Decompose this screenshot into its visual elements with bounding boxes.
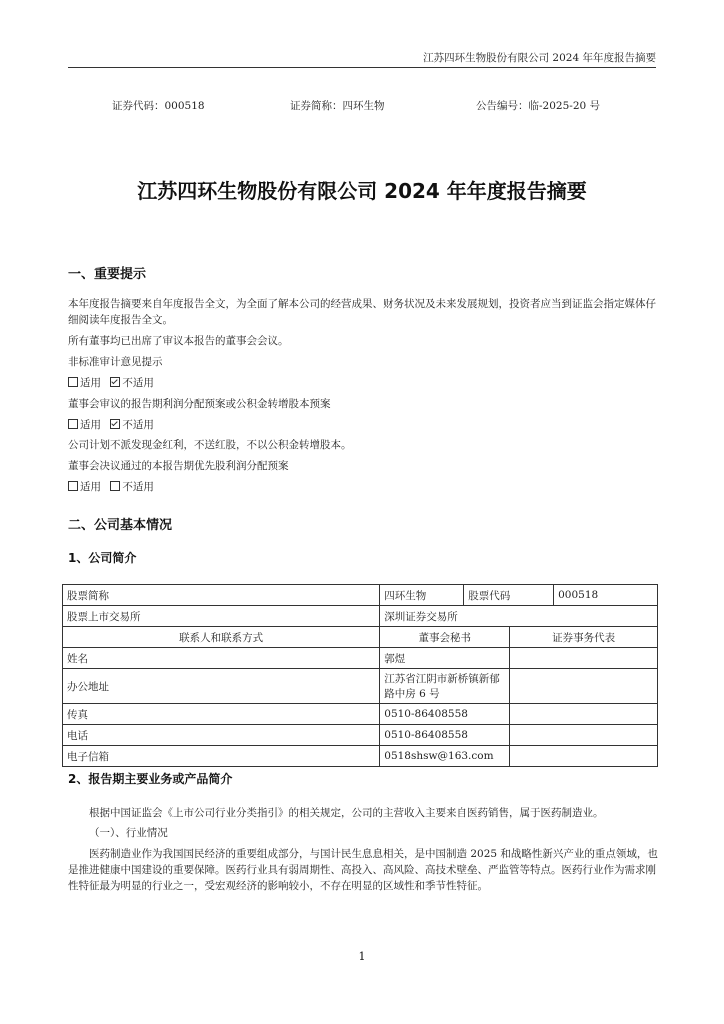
table-row <box>63 585 658 606</box>
section2-para2: （一）、行业情况 <box>89 827 168 839</box>
cell-stock-short-value: 四环生物 <box>380 585 464 606</box>
audit-opinion-options <box>68 375 658 391</box>
cell-email-rep <box>510 746 658 767</box>
table-row <box>63 746 658 767</box>
cell-stock-short-label: 股票简称 <box>63 585 380 606</box>
cell-email-value: 0518shsw@163.com <box>380 746 510 767</box>
checked-checkbox-icon <box>110 377 120 387</box>
unchecked-checkbox-icon <box>110 481 120 491</box>
page-number: 1 <box>358 950 366 963</box>
unchecked-checkbox-icon <box>68 377 78 387</box>
section1-para5: 公司计划不派发现金红利，不送红股，不以公积金转增股本。 <box>68 439 352 451</box>
profit-plan-options <box>68 417 658 433</box>
section1-para4: 董事会审议的报告期利润分配预案或公积金转增股本预案 <box>68 398 331 410</box>
preferred-dividend-options <box>68 479 658 495</box>
cell-address-label: 办公地址 <box>63 669 380 704</box>
unchecked-checkbox-icon <box>68 481 78 491</box>
cell-stock-code-label: 股票代码 <box>464 585 554 606</box>
cell-address-value: 江苏省江阴市新桥镇新郁路中房 6 号 <box>380 669 510 704</box>
table-row <box>63 627 658 648</box>
company-info-table <box>62 584 658 767</box>
cell-phone-rep <box>510 725 658 746</box>
cell-email-label: 电子信箱 <box>63 746 380 767</box>
cell-fax-rep <box>510 704 658 725</box>
table-row <box>63 704 658 725</box>
cell-secretary-header: 董事会秘书 <box>380 627 510 648</box>
subsection-company-profile: 1、公司简介 <box>68 551 137 565</box>
notice-number: 公告编号：临-2025-20 号 <box>476 100 601 112</box>
cell-address-rep <box>510 669 658 704</box>
checked-checkbox-icon <box>110 419 120 429</box>
table-row <box>63 648 658 669</box>
security-code: 证券代码：000518 <box>112 100 205 112</box>
cell-phone-value: 0510-86408558 <box>380 725 510 746</box>
cell-exchange-value: 深圳证券交易所 <box>380 606 658 627</box>
option-applicable: 适用 <box>80 481 101 493</box>
cell-fax-label: 传真 <box>63 704 380 725</box>
section1-para6: 董事会决议通过的本报告期优先股利润分配预案 <box>68 460 289 472</box>
option-not-applicable: 不适用 <box>122 419 154 431</box>
section2-para1: 根据中国证监会《上市公司行业分类指引》的相关规定，公司的主营收入主要来自医药销售，属于医药制造业。 <box>89 807 604 819</box>
cell-name-value: 郭煜 <box>380 648 510 669</box>
table-row <box>63 725 658 746</box>
cell-fax-value: 0510-86408558 <box>380 704 510 725</box>
document-title: 江苏四环生物股份有限公司 2024 年年度报告摘要 <box>137 179 587 203</box>
option-applicable: 适用 <box>80 377 101 389</box>
subsection-business-overview: 2、报告期主要业务或产品简介 <box>68 772 233 786</box>
cell-stock-code-value: 000518 <box>554 585 658 606</box>
security-short-name: 证券简称：四环生物 <box>290 100 385 112</box>
section1-para3: 非标准审计意见提示 <box>68 356 163 368</box>
section1-heading: 一、重要提示 <box>68 267 147 282</box>
cell-name-label: 姓名 <box>63 648 380 669</box>
cell-rep-header: 证券事务代表 <box>510 627 658 648</box>
cell-name-rep <box>510 648 658 669</box>
section2-para3: 医药制造业作为我国国民经济的重要组成部分，与国计民生息息相关，是中国制造 2025 和战略性新兴产业的重点领域，也是推进健康中国建设的重要保障。医药行业具有弱周期性、高投入、高风险、高技术壁垒、严监管等特点。医药行业作为需求刚性特征最为明显的行业之一，受宏观经济的影响较小，不存在明显的区域性和季节性特征。 <box>68 848 658 892</box>
section2-heading: 二、公司基本情况 <box>68 518 173 533</box>
section1-para2: 所有董事均已出席了审议本报告的董事会会议。 <box>68 335 289 347</box>
option-not-applicable: 不适用 <box>122 481 154 493</box>
cell-exchange-label: 股票上市交易所 <box>63 606 380 627</box>
running-header: 江苏四环生物股份有限公司 2024 年年度报告摘要 <box>423 52 656 64</box>
cell-phone-label: 电话 <box>63 725 380 746</box>
option-applicable: 适用 <box>80 419 101 431</box>
unchecked-checkbox-icon <box>68 419 78 429</box>
table-row <box>63 669 658 704</box>
header-divider <box>68 67 656 68</box>
table-row <box>63 606 658 627</box>
option-not-applicable: 不适用 <box>122 377 154 389</box>
section1-para1: 本年度报告摘要来自年度报告全文，为全面了解本公司的经营成果、财务状况及未来发展规划，投资者应当到证监会指定媒体仔细阅读年度报告全文。 <box>68 298 656 326</box>
cell-contact-header: 联系人和联系方式 <box>63 627 380 648</box>
